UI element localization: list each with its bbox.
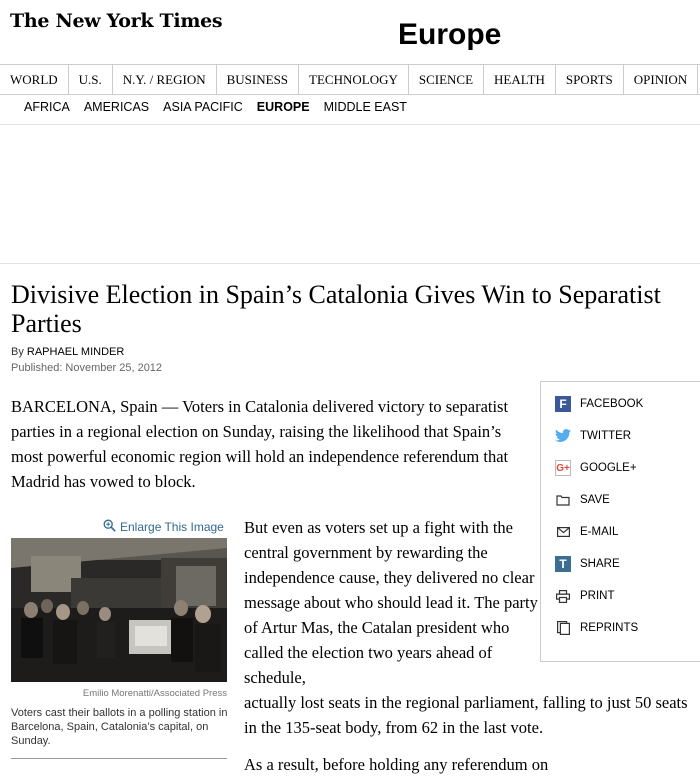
share-label: PRINT: [580, 590, 615, 602]
share-facebook[interactable]: [555, 396, 643, 412]
reprints-icon: [555, 620, 571, 636]
body-paragraph-next: As a result, before holding any referendum on: [244, 755, 549, 774]
subnav-item-europe[interactable]: EUROPE: [256, 100, 310, 114]
enlarge-image-link[interactable]: [103, 519, 224, 535]
nav-item-business[interactable]: BUSINESS: [217, 65, 299, 94]
photo-caption: Voters cast their ballots in a polling station in Barcelona, Spain, Catalonia’s capital, on Sunday.: [11, 707, 228, 747]
byline-prefix: By: [11, 346, 24, 358]
share-google-plus[interactable]: [555, 460, 637, 476]
magnifier-icon: [103, 519, 116, 535]
share-icon: T: [555, 556, 571, 572]
share-label: REPRINTS: [580, 622, 639, 634]
share-label: FACEBOOK: [580, 398, 644, 410]
share-tools: [540, 381, 700, 662]
nav-item-technology[interactable]: TECHNOLOGY: [299, 65, 409, 94]
nav-item-sports[interactable]: SPORTS: [556, 65, 624, 94]
nav-item-science[interactable]: SCIENCE: [409, 65, 484, 94]
share-label: GOOGLE+: [580, 462, 637, 474]
nyt-logo[interactable]: The New York Times: [10, 10, 223, 32]
nav-item-opinion[interactable]: OPINION: [624, 65, 698, 94]
share-twitter[interactable]: [555, 428, 631, 444]
body-paragraph: But even as voters set up a fight with the central government by rewarding the independence cause, they delivered no clear message about who should lead it. The party of Artur Mas, the Catalan president who called the election two years ahead of schedule,: [244, 518, 538, 687]
section-title: Europe: [398, 18, 502, 51]
ad-space: [0, 124, 700, 264]
byline: [11, 346, 124, 358]
nav-item-us[interactable]: U.S.: [69, 65, 113, 94]
twitter-icon: [555, 428, 571, 444]
share-share[interactable]: [555, 556, 620, 572]
share-label: SAVE: [580, 494, 610, 506]
caption-divider: [11, 758, 227, 759]
share-reprints[interactable]: [555, 620, 638, 636]
subnav-item-middle-east[interactable]: MIDDLE EAST: [323, 100, 407, 114]
author-link[interactable]: RAPHAEL MINDER: [26, 346, 125, 358]
subnav-item-americas[interactable]: AMERICAS: [83, 100, 150, 114]
body-paragraph-continued: actually lost seats in the regional parliament, falling to just 50 seats in the 135-seat body, from 62 in the last vote.: [244, 693, 688, 737]
nav-item-ny-region[interactable]: N.Y. / REGION: [113, 65, 217, 94]
article-headline: Divisive Election in Spain’s Catalonia Gives Win to Separatist Parties: [11, 280, 661, 338]
email-icon: [555, 524, 571, 540]
sub-nav: [24, 100, 407, 114]
share-label: TWITTER: [580, 430, 632, 442]
lead-paragraph: BARCELONA, Spain — Voters in Catalonia delivered victory to separatist parties in a regional election on Sunday, raising the likelihood that Spain’s most powerful economic region will hold an independence referendum that Madrid has vowed to block.: [11, 397, 509, 491]
subnav-item-asia-pacific[interactable]: ASIA PACIFIC: [163, 100, 243, 114]
enlarge-label: Enlarge This Image: [120, 520, 224, 534]
share-email[interactable]: [555, 524, 618, 540]
share-label: SHARE: [580, 558, 620, 570]
main-nav: [0, 64, 700, 95]
share-save[interactable]: [555, 492, 610, 508]
subnav-item-africa[interactable]: AFRICA: [24, 100, 70, 114]
print-icon: [555, 588, 571, 604]
photo-credit: Emilio Morenatti/Associated Press: [82, 688, 227, 699]
article-photo[interactable]: [11, 538, 227, 682]
google-plus-icon: G+: [555, 460, 571, 476]
publish-date: Published: November 25, 2012: [11, 362, 163, 374]
share-label: E-MAIL: [580, 526, 619, 538]
nav-item-health[interactable]: HEALTH: [484, 65, 556, 94]
save-icon: [555, 492, 571, 508]
facebook-icon: F: [555, 396, 571, 412]
nav-item-world[interactable]: WORLD: [0, 65, 69, 94]
share-print[interactable]: [555, 588, 615, 604]
